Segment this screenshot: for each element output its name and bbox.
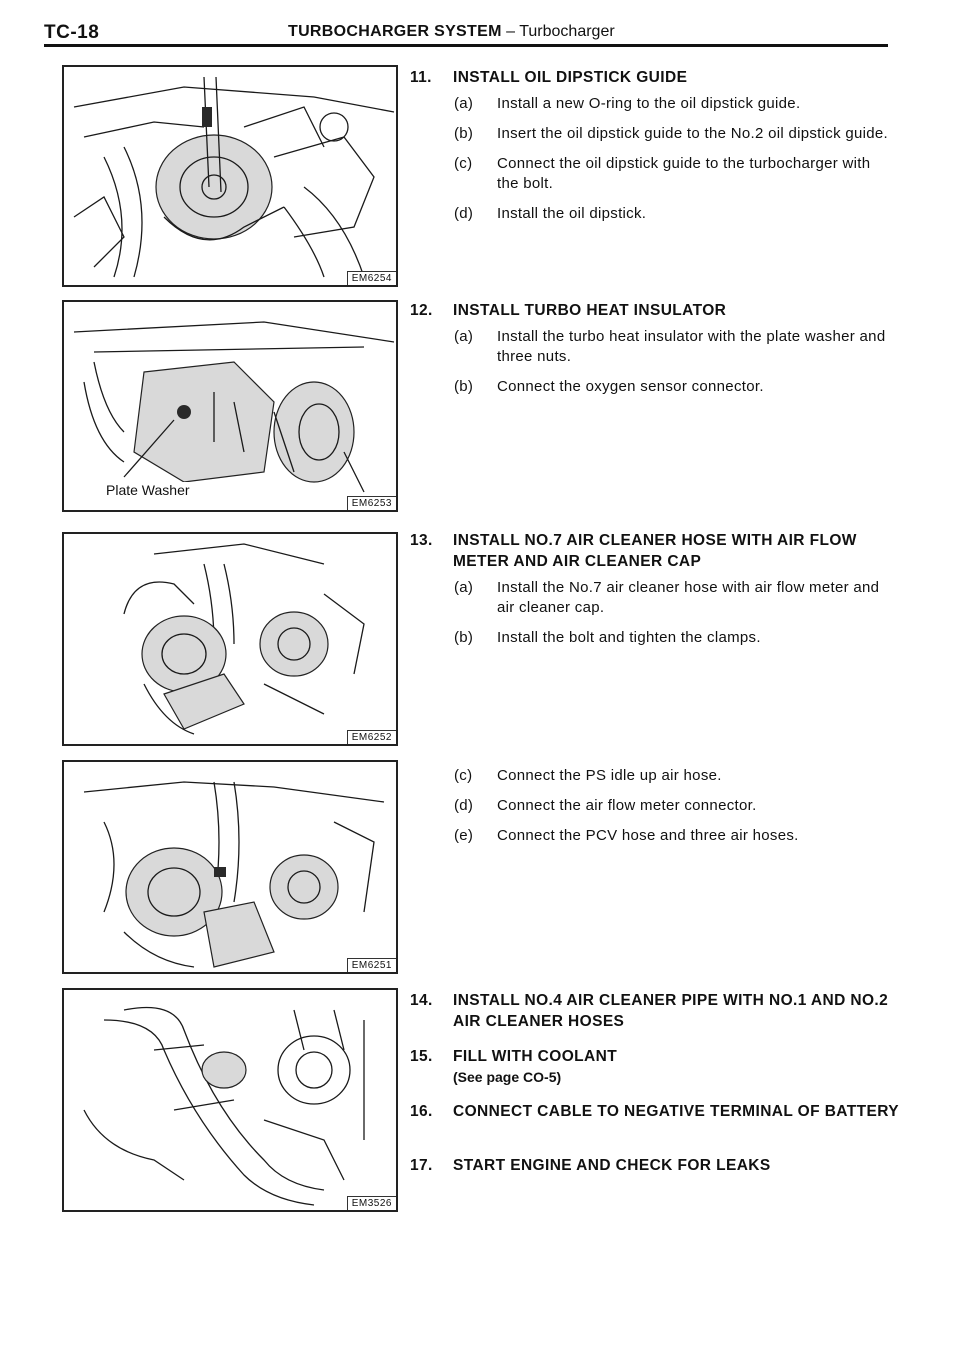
section-16 (410, 1101, 900, 1122)
step-list (410, 327, 900, 397)
section-title: INSTALL TURBO HEAT INSULATOR (453, 302, 727, 319)
step-letter: (a) (454, 579, 474, 596)
step-list (410, 94, 900, 224)
engine-illustration-3 (64, 534, 396, 744)
step-letter: (b) (454, 629, 474, 646)
step-text: Connect the PS idle up air hose. (497, 767, 722, 784)
step-text: Install the oil dipstick. (497, 205, 647, 222)
section-heading (410, 990, 900, 1032)
section-number: 13. (410, 532, 433, 549)
page-code: TC-18 (44, 22, 100, 43)
section-note: (See page CO-5) (453, 1069, 562, 1085)
step (410, 124, 900, 144)
section-title: INSTALL NO.7 AIR CLEANER HOSE WITH AIR FLOW METER AND AIR CLEANER CAP (453, 532, 857, 570)
section-number: 11. (410, 69, 432, 86)
section-title: CONNECT CABLE TO NEGATIVE TERMINAL OF BATTERY (453, 1103, 899, 1120)
plate-washer-callout: Plate Washer (106, 482, 190, 498)
step-text: Install the No.7 air cleaner hose with air flow meter and air cleaner cap. (497, 579, 880, 616)
section-number: 15. (410, 1048, 433, 1065)
engine-illustration-1 (64, 67, 396, 285)
step-letter: (a) (454, 328, 474, 345)
figure-heat-insulator (62, 300, 398, 512)
step-letter: (a) (454, 95, 474, 112)
step-letter: (d) (454, 205, 474, 222)
section-number: 17. (410, 1157, 433, 1174)
step-letter: (e) (454, 827, 474, 844)
step (410, 766, 900, 786)
page-header (44, 22, 888, 47)
section-14 (410, 990, 900, 1032)
section-heading (410, 530, 900, 572)
section-heading (410, 1155, 900, 1176)
figure-code: EM6253 (347, 496, 396, 510)
step (410, 204, 900, 224)
section-13 (410, 530, 900, 658)
engine-illustration-2 (64, 302, 396, 510)
figure-air-cleaner-pipe (62, 988, 398, 1212)
step-text: Insert the oil dipstick guide to the No.2 oil dipstick guide. (497, 125, 889, 142)
header-title-rest: – Turbocharger (501, 23, 615, 40)
step (410, 628, 900, 648)
section-heading (410, 1046, 900, 1067)
step (410, 578, 900, 618)
step (410, 327, 900, 367)
section-number: 16. (410, 1103, 433, 1120)
section-number: 14. (410, 992, 433, 1009)
section-15 (410, 1046, 900, 1087)
section-12 (410, 300, 900, 407)
figure-code: EM6254 (347, 271, 396, 285)
step (410, 154, 900, 194)
step-text: Install a new O-ring to the oil dipstick guide. (497, 95, 801, 112)
step-letter: (b) (454, 125, 474, 142)
section-13-continued (410, 760, 900, 856)
step-letter: (b) (454, 378, 474, 395)
step-text: Install the bolt and tighten the clamps. (497, 629, 761, 646)
step (410, 377, 900, 397)
header-title (288, 23, 615, 41)
step-text: Connect the oil dipstick guide to the turbocharger with the bolt. (497, 155, 871, 192)
section-number: 12. (410, 302, 433, 319)
step-text: Connect the PCV hose and three air hoses. (497, 827, 799, 844)
figure-air-cleaner-hose (62, 532, 398, 746)
section-title: INSTALL NO.4 AIR CLEANER PIPE WITH NO.1 AND NO.2 AIR CLEANER HOSES (453, 992, 889, 1030)
section-heading (410, 300, 900, 321)
step-letter: (c) (454, 155, 473, 172)
section-title: START ENGINE AND CHECK FOR LEAKS (453, 1157, 771, 1174)
step (410, 826, 900, 846)
header-title-bold: TURBOCHARGER SYSTEM (288, 23, 502, 40)
figure-code: EM3526 (347, 1196, 396, 1210)
step-list (410, 766, 900, 846)
step-text: Install the turbo heat insulator with the plate washer and three nuts. (497, 328, 886, 365)
step (410, 796, 900, 816)
step-text: Connect the air flow meter connector. (497, 797, 757, 814)
section-heading (410, 1101, 900, 1122)
engine-illustration-4 (64, 762, 396, 972)
section-11 (410, 67, 900, 234)
section-title: INSTALL OIL DIPSTICK GUIDE (453, 69, 688, 86)
step-letter: (c) (454, 767, 473, 784)
step-letter: (d) (454, 797, 474, 814)
engine-illustration-5 (64, 990, 396, 1210)
section-17 (410, 1155, 900, 1176)
step-list (410, 578, 900, 648)
figure-code: EM6251 (347, 958, 396, 972)
step (410, 94, 900, 114)
step-text: Connect the oxygen sensor connector. (497, 378, 764, 395)
figure-code: EM6252 (347, 730, 396, 744)
section-title: FILL WITH COOLANT (453, 1048, 618, 1065)
section-heading (410, 67, 900, 88)
figure-hose-connections (62, 760, 398, 974)
figure-oil-dipstick-guide (62, 65, 398, 287)
